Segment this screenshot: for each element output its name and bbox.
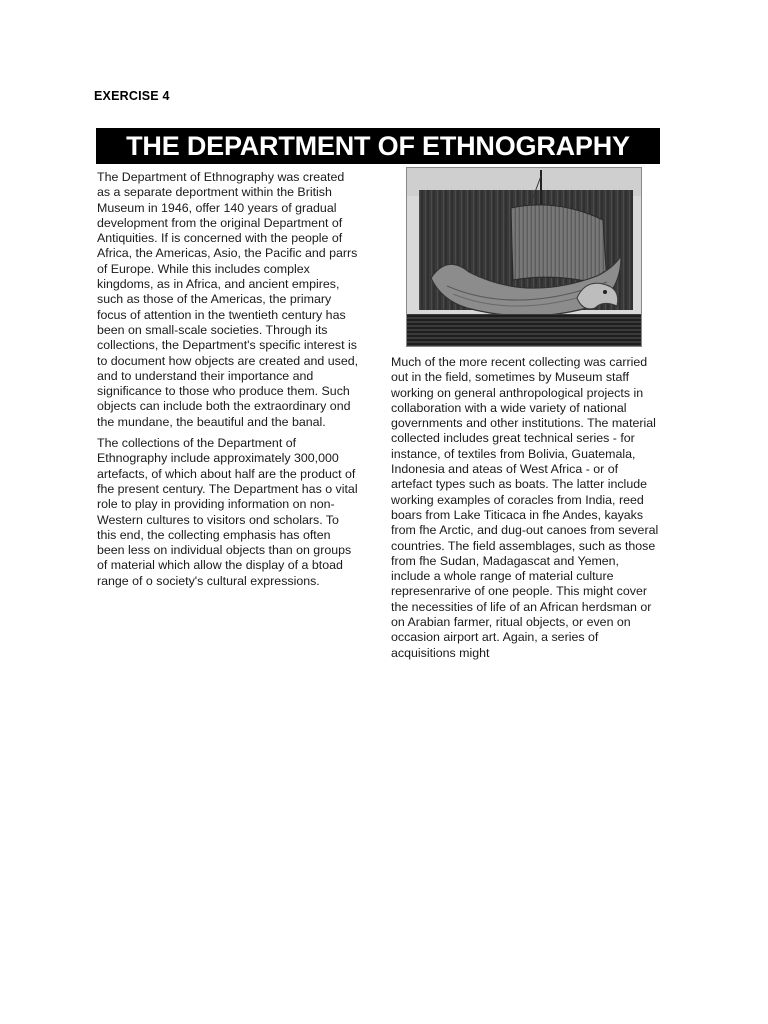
article-title: THE DEPARTMENT OF ETHNOGRAPHY — [96, 128, 660, 164]
paragraph-2: The collections of the Department of Ethnography include approximately 300,000 artefacts, of which about half are the product of fhe present century. The Department has o vital role to play in providing information on non-Western cultures to visitors ond scholars. To this end, the collecting emphasis has often been less on individual objects than on groups of material which allow the display of a btoad range of o society's cultural expressions. — [97, 436, 358, 588]
reed-boat-photo — [406, 167, 642, 347]
right-column — [391, 355, 661, 661]
exercise-label: EXERCISE 4 — [94, 89, 170, 103]
left-column — [97, 170, 359, 589]
paragraph-3: Much of the more recent collecting was carried out in the field, sometimes by Museum staff working on general anthropological projects in collaboration with a wide variety of national governments and other institutions. The material collected includes great technical series - for instance, of textiles from Bolivia, Guatemala, Indonesia and ateas of West Africa - or of artefact types such as boats. The latter include working examples of coracles from India, reed boars from Lake Titicaca in fhe Andes, kayaks from fhe Arctic, and dug-out canoes from several countries. The field assemblages, such as those from fhe Sudan, Madagascat and Yemen, include a whole range of material culture represenrarive of one people. This might cover the necessities of life of an African herdsman or on Arabian farmer, ritual objects, or even on occasion airport art. Again, a series of acquisitions might — [391, 355, 659, 660]
reed-boat-illustration — [407, 168, 642, 347]
paragraph-1: The Department of Ethnography was created as a separate deportment within the British Museum in 1946, offer 140 years of gradual development from the original Department of Antiquities. If is concerned with the people of Africa, the Americas, Asio, the Pacific and parrs of Europe. While this includes complex kingdoms, as in Africa, and ancient empires, such as those of the Americas, the primary focus of attention in the twentieth century has been on small-scale societies. Through its collections, the Department's specific interest is to document how objects are created and used, and to understand their importance and significance to those who produce them. Such objects can include both the extraordinary ond the mundane, the beautiful and the banal. — [97, 170, 359, 429]
